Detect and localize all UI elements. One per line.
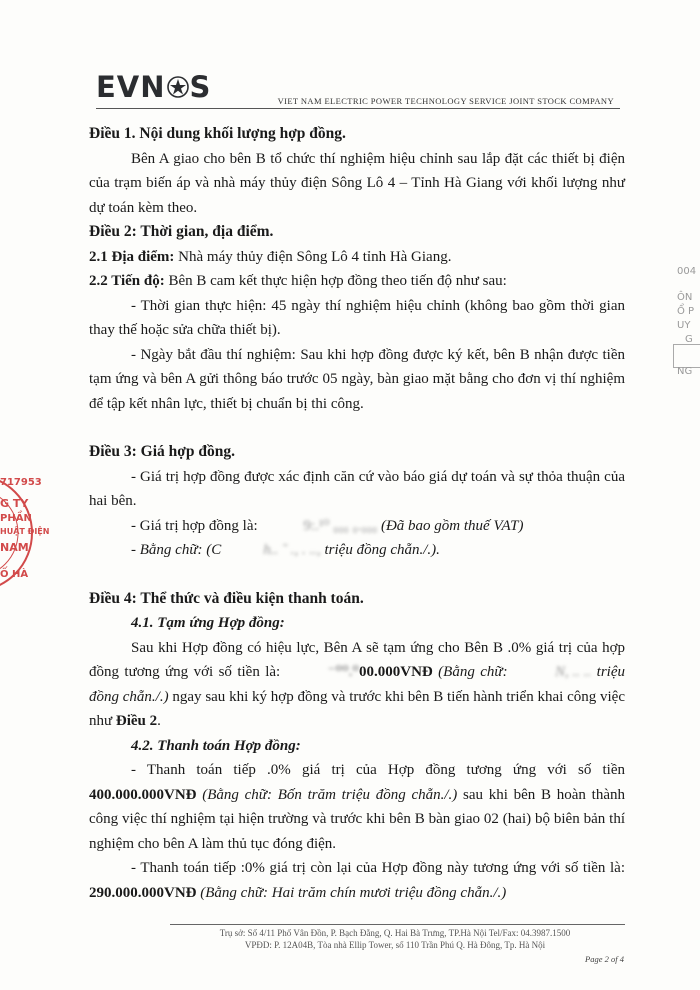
right-stamp-box	[673, 344, 700, 368]
right-stamp-line-1: 004	[677, 266, 697, 277]
advance-words-b: triệu đồng chẵn./.)	[89, 664, 625, 705]
logo-text-left: EVN	[96, 70, 166, 104]
star-icon	[167, 76, 189, 98]
payment2-text-a: - Thanh toán tiếp	[131, 860, 241, 876]
payment-1	[89, 758, 625, 856]
payment2-text-b: giá trị còn lại của Hợp đồng này tương ứng với số tiền là:	[264, 860, 625, 876]
stamp-line-3: PHẦN	[0, 513, 32, 524]
dieu2-location	[89, 245, 625, 270]
stamp-line-5: NAM	[0, 541, 29, 554]
dieu2-heading: Điều 2: Thời gian, địa điểm.	[89, 223, 274, 240]
footer-divider	[170, 924, 625, 925]
payment2-words: (Bằng chữ: Hai trăm chín mươi triệu đồng chẵn./.)	[196, 884, 507, 901]
location-text: Nhà máy thủy điện Sông Lô 4 tỉnh Hà Giang.	[174, 248, 452, 265]
advance-paragraph	[89, 636, 625, 734]
dieu2-bullet-start: - Ngày bắt đầu thí nghiệm: Sau khi hợp đồng được ký kết, bên B nhận được tiền tạm ứng và bên A gửi thông báo trước 05 ngày, bàn giao mặt bằng cho đơn vị thí nghiệm để tập kết nhân lực, thiết bị chuẩn bị thi công.	[89, 346, 625, 412]
advance-end: .	[157, 713, 161, 729]
red-seal-stamp	[0, 463, 50, 623]
dieu3-words	[89, 538, 625, 563]
logo-text-right: S	[189, 70, 212, 104]
dieu3-heading: Điều 3: Giá hợp đồng.	[89, 443, 235, 460]
advance-amount: 00.000VNĐ	[359, 664, 433, 680]
right-stamp-line-3: Ổ P	[677, 306, 695, 317]
payment1-text-c: sau khi bên B hoàn thành công việc thí nghiệm tại hiện trường và trước khi bên B bàn giao 02 (hai) bộ biên bản thí nghiệm cho bên A làm thủ tục đóng điện.	[89, 786, 625, 852]
value-note: (Đã bao gồm thuế VAT)	[377, 517, 524, 534]
document-body	[89, 122, 625, 905]
payment-2	[89, 856, 625, 905]
payment1-text-a: - Thanh toán tiếp	[131, 762, 268, 778]
dieu1-heading: Điều 1. Nội dung khối lượng hợp đồng.	[89, 125, 346, 142]
advance-words-redacted: N, .. ..	[554, 664, 592, 680]
dieu3-basis: - Giá trị hợp đồng được xác định căn cứ vào báo giá dự toán và sự thỏa thuận của hai bên.	[89, 468, 625, 509]
gray-seal-stamp	[675, 262, 700, 382]
dieu3-value	[89, 514, 625, 539]
advance-ref: Điều 2	[115, 713, 158, 729]
right-stamp-line-6: NG	[677, 366, 693, 377]
footer-line-2: VPĐD: P. 12A04B, Tòa nhà Ellip Tower, số 110 Trần Phú Q. Hà Đông, Tp. Hà Nội	[244, 940, 546, 950]
header-divider	[96, 108, 620, 109]
dieu2-bullet-duration: - Thời gian thực hiện: 45 ngày thí nghiệm hiệu chỉnh (không bao gồm thời gian thay thế hoặc sửa chữa thiết bị).	[89, 297, 625, 338]
advance-text-c: ngay sau khi ký hợp đồng và trước khi bên B tiến hành triển khai công việc như	[89, 688, 625, 729]
dieu1-body: Bên A giao cho bên B tổ chức thí nghiệm hiệu chỉnh sau lắp đặt các thiết bị điện của trạm biến áp và nhà máy thủy điện Sông Lô 4 – Tỉnh Hà Giang với khối lượng như dự toán kèm theo.	[89, 150, 625, 216]
company-name: VIET NAM ELECTRIC POWER TECHNOLOGY SERVICE JOINT STOCK COMPANY	[277, 96, 614, 106]
right-stamp-line-5: G	[685, 334, 693, 345]
footer-line-1: Trụ sở: Số 4/11 Phố Vân Đồn, P. Bạch Đằng, Q. Hai Bà Trưng, TP.Hà Nội Tel/Fax: 04.3987.1500	[219, 928, 571, 938]
words-tail: triệu đồng chẵn./.).	[320, 542, 440, 558]
location-label: 2.1 Địa điểm:	[89, 248, 175, 265]
advance-text-a: Sau khi Hợp đồng có hiệu lực, Bên A sẽ tạm ứng cho Bên B	[131, 639, 508, 656]
right-stamp-line-2: ÔN	[677, 292, 693, 303]
value-redacted: 9:.¹⁰ ₀₀₀ ₀.₀₀₀	[303, 517, 378, 534]
payment1-pct: .0%	[267, 762, 291, 778]
stamp-line-2: G TY	[0, 497, 29, 510]
words-label: - Bằng chữ: (C	[131, 542, 222, 558]
payment1-text-b: giá trị của Hợp đồng tương ứng với số tiền	[290, 762, 625, 778]
dieu2-schedule	[89, 269, 625, 294]
schedule-text: Bên B cam kết thực hiện hợp đồng theo tiến độ như sau:	[164, 273, 507, 289]
schedule-label: 2.2 Tiến độ:	[89, 273, 165, 289]
advance-text-b: giá trị của hợp đồng tương ứng với số tiền là:	[89, 639, 626, 680]
evnes-logo	[96, 70, 211, 104]
page-number: Page 2 of 4	[585, 954, 624, 964]
stamp-line-6: Ố HÀ	[0, 569, 29, 580]
payment2-amount: 290.000.000VNĐ	[89, 884, 197, 901]
payment-heading: 4.2. Thanh toán Hợp đồng:	[131, 737, 301, 754]
footer-address	[160, 927, 630, 951]
dieu4-heading: Điều 4: Thể thức và điều kiện thanh toán.	[89, 589, 364, 607]
advance-heading: 4.1. Tạm ứng Hợp đồng:	[131, 615, 285, 631]
value-label: - Giá trị hợp đồng là:	[131, 517, 262, 534]
words-redacted: h.. ˜ ., . ..,	[263, 542, 321, 558]
advance-words-a: (Bằng chữ:	[432, 664, 513, 680]
payment1-words: (Bằng chữ: Bốn trăm triệu đồng chẵn./.)	[196, 786, 458, 803]
right-stamp-line-4: UY	[677, 320, 691, 331]
payment2-pct: :0%	[240, 860, 265, 876]
stamp-line-1: 717953	[0, 477, 42, 488]
payment1-amount: 400.000.000VNĐ	[89, 786, 197, 803]
stamp-line-4: HUẬT ĐIỆN	[0, 527, 50, 536]
advance-pct: .0%	[507, 639, 532, 656]
advance-amount-redacted: ⁻⁰⁰.⁰	[327, 664, 360, 680]
